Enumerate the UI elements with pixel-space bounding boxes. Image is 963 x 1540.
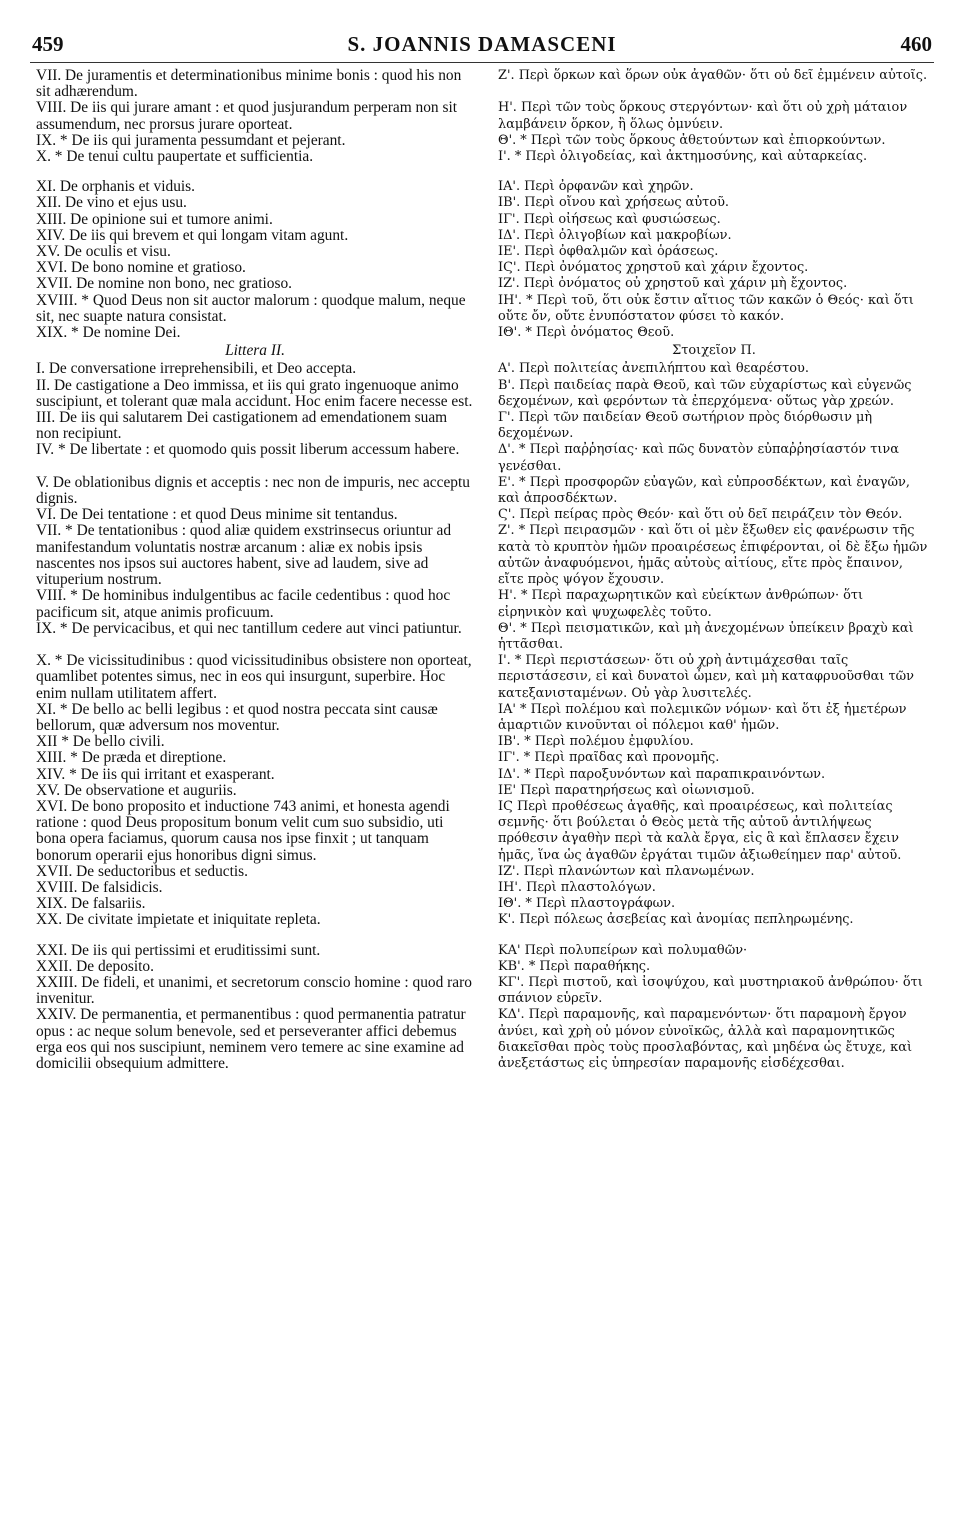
latin-entry: VIII. De iis qui jurare amant : et quod jusjurandum perperam non sit assumendum, nec prorsus jurare oporteat. (36, 99, 457, 133)
latin-entry: X. * De tenui cultu paupertate et sufficientia. (36, 148, 314, 166)
greek-entry: ΙΔ'. * Περὶ παροξυνόντων καὶ παραπικραινόντων. (498, 766, 826, 782)
greek-entry: ΙΑ' * Περὶ πολέμου καὶ πολεμικῶν νόμων· καὶ ὅτι ἐξ ἡμετέρων ἁμαρτιῶν κινοῦνται οἱ πόλεμοι καθ' ἡμῶν. (498, 701, 907, 733)
greek-column (498, 68, 930, 1072)
latin-gap (36, 929, 474, 943)
greek-entry: ΙΘ'. * Περὶ ὀνόματος Θεοῦ. (498, 325, 675, 341)
latin-entry: XXII. De deposito. (36, 957, 154, 975)
latin-entry: XV. De observatione et auguriis. (36, 781, 237, 799)
latin-entry: XVII. De nomine non bono, nec gratioso. (36, 275, 293, 293)
latin-entry: XIX. De falsariis. (36, 895, 146, 913)
latin-entry: XI. * De bello ac belli legibus : et quod nostra peccata sint causæ bellorum, quæ adversum nos moventur. (36, 700, 438, 734)
running-title: S. JOANNIS DAMASCENI (347, 32, 617, 56)
latin-entry: XIX. * De nomine Dei. (36, 324, 181, 342)
page-header (32, 32, 932, 60)
latin-entry: XX. De civitate impietate et iniquitate repleta. (36, 911, 321, 929)
header-rule (30, 62, 934, 63)
latin-entry: XII * De bello civili. (36, 733, 165, 751)
greek-entry: ΙΗ'. Περὶ πλαστολόγων. (498, 879, 656, 895)
page-number-left: 459 (32, 32, 64, 56)
latin-entry: XVII. De seductoribus et seductis. (36, 862, 248, 880)
greek-section-heading: Στοιχεῖον Π. (672, 343, 756, 359)
greek-entry: Δ'. * Περὶ παῤῥησίας· καὶ πῶς δυνατὸν εὐπαῤῥησίαστόν τινα γενέσθαι. (498, 442, 899, 474)
latin-entry: XVIII. * Quod Deus non sit auctor malorum : quodque malum, neque sit, nec suapte natura consistat. (36, 291, 466, 325)
latin-entry: IX. * De pervicacibus, et qui nec tantillum cedere aut vinci patiuntur. (36, 619, 462, 637)
greek-entry: Ι'. * Περὶ περιστάσεων· ὅτι οὐ χρὴ ἀντιμάχεσθαι ταῖς περιστάσεσιν, εἰ καὶ δυνατοὶ ὦμεν, καὶ μὴ καταφρυοῦσθαι τῶν κατεξανισταμένων. Οὐ γὰρ λυσιτελές. (498, 653, 914, 701)
latin-entry: IV. * De libertate : et quomodo quis possit liberum accessum habere. (36, 441, 460, 459)
latin-entry: IX. * De iis qui juramenta pessumdant et pejerant. (36, 131, 346, 149)
latin-entry: XIV. * De iis qui irritant et exasperant. (36, 765, 275, 783)
greek-entry: Η'. Περὶ τῶν τοὺς ὅρκους στεργόντων· καὶ ὅτι οὐ χρὴ μάταιον λαμβάνειν ὅρκον, ἢ ὅλως ὀμνύειν. (498, 100, 908, 132)
greek-entry: Ζ'. Περὶ ὅρκων καὶ ὅρων οὐκ ἀγαθῶν· ὅτι οὐ δεῖ ἐμμένειν αὐτοῖς. (498, 68, 928, 83)
greek-entry: Θ'. * Περὶ τῶν τοὺς ὅρκους ἀθετούντων καὶ ἐπιορκούντων. (498, 132, 886, 148)
greek-entry: ΙΘ'. * Περὶ πλαστογράφων. (498, 896, 676, 912)
greek-entry: ΙΖ'. Περὶ ὀνόματος οὐ χρηστοῦ καὶ χάριν μὴ ἔχοντος. (498, 276, 848, 292)
greek-entry: ΚΓ'. Περὶ πιστοῦ, καὶ ἰσοψύχου, καὶ μυστηριακοῦ ἀνθρώπου· ὅτι σπάνιον εὑρεῖν. (498, 974, 923, 1007)
greek-entry: ΙΑ'. Περὶ ὀρφανῶν καὶ χηρῶν. (498, 179, 694, 195)
greek-entry: ΙΗ'. * Περὶ τοῦ, ὅτι οὐκ ἔστιν αἴτιος τῶν κακῶν ὁ Θεός· καὶ ὅτι οὔτε ὄν, οὔτε ἐνυπόστατον φύσει τὸ κακόν. (498, 292, 914, 324)
latin-gap (36, 165, 474, 179)
greek-entry: Η'. * Περὶ παραχωρητικῶν καὶ εὐείκτων ἀνθρώπων· ὅτι εἰρηνικὸν καὶ ψυχωφελὲς τοῦτο. (498, 588, 864, 620)
latin-entry: XIII. * De præda et direptione. (36, 749, 227, 767)
greek-entry: ΙΓ'. Περὶ οἰήσεως καὶ φυσιώσεως. (498, 211, 721, 227)
latin-entry: XI. De orphanis et viduis. (36, 178, 196, 196)
latin-entry: XIV. De iis qui brevem et qui longam vitam agunt. (36, 226, 349, 244)
greek-entry: Α'. Περὶ πολιτείας ἀνεπιλήπτου καὶ θεαρέστου. (498, 361, 809, 377)
greek-entry: ΙΒ'. * Περὶ πολέμου ἐμφυλίου. (498, 734, 694, 750)
latin-column (36, 68, 474, 1072)
latin-section-heading: Littera II. (225, 342, 285, 360)
greek-entry: ΙϚ Περὶ προθέσεως ἀγαθῆς, καὶ προαιρέσεως, καὶ πολιτείας σεμνῆς· ὅτι βούλεται ὁ Θεὸς μετὰ τῆς αὐτοῦ ἀντιλήψεως πρόθεσιν ἀγαθὴν περὶ τὰ καλὰ ἔργα, εἰς ἃ καὶ ἔπλασεν ἔχειν ἡμᾶς, ἵνα ὡς ἀγαθῶν ἐργάται τιμῶν ἀξιωθείημεν παρ' αὐτοῦ. (498, 798, 902, 863)
greek-entry: Γ'. Περὶ τῶν παιδείαν Θεοῦ σωτήριον πρὸς διόρθωσιν μὴ δεχομένων. (498, 410, 873, 442)
latin-entry: III. De iis qui salutarem Dei castigationem ad emendationem suam non recipiunt. (36, 409, 448, 443)
greek-entry: ΙϚ'. Περὶ ὀνόματος χρηστοῦ καὶ χάριν ἔχοντος. (498, 260, 809, 276)
latin-entry: VII. De juramentis et determinationibus minime bonis : quod his non sit adhærendum. (36, 67, 462, 101)
latin-entry: XXIII. De fideli, et unanimi, et secretorum conscio homine : quod raro invenitur. (36, 973, 472, 1008)
latin-entry: II. De castigatione a Deo immissa, et iis qui grato ingenuoque animo suscipiunt, et tolerant quæ mala accidunt. Hoc enim facere necesse est. (36, 376, 473, 410)
latin-entry: VIII. * De hominibus indulgentibus ac facile cedentibus : quod hoc pacificum sit, atque animis proficuum. (36, 587, 451, 621)
latin-entry: X. * De vicissitudinibus : quod vicissitudinibus obsistere non oporteat, quamlibet potentes simus, nec in eos qui insurgunt, superbire. Hoc enim nullam utilitatem affert. (36, 652, 472, 702)
greek-entry: Θ'. * Περὶ πεισματικῶν, καὶ μὴ ἀνεχομένων ὑπείκειν βραχὺ καὶ ἡττᾶσθαι. (498, 620, 914, 652)
latin-entry: VII. * De tentationibus : quod aliæ quidem exstrinsecus oriuntur ad manifestandum voluntatis nostræ arcanum : aliæ ex nobis ipsis nascentes nos ipsos sui auctores habent, sive ad laudem, sive ad vituperium nostrum. (36, 522, 452, 589)
greek-entry: Κ'. Περὶ πόλεως ἀσεβείας καὶ ἀνομίας πεπληρωμένης. (498, 912, 854, 928)
greek-entry: ΙΒ'. Περὶ οἴνου καὶ χρήσεως αὐτοῦ. (498, 195, 729, 211)
greek-entry: Β'. Περὶ παιδείας παρὰ Θεοῦ, καὶ τῶν εὐχαρίστως καὶ εὐγενῶς δεχομένων, καὶ φερόντων τὰ ἐπερχόμενα· οὕτως γὰρ χρεών. (498, 377, 912, 409)
greek-entry: Ζ'. * Περὶ πειρασμῶν · καὶ ὅτι οἱ μὲν ἔξωθεν εἰς φανέρωσιν τῆς κατὰ τὸ κρυπτὸν ἡμῶν προαιρέσεως ἐπιφέρονται, οἱ δὲ ἔξω ἡμῶν αὐτῶν ἀναφυόμενοι, ἡμᾶς αὐτοὺς αἰτίους, εἴτε πρὸς ἔπαινον, εἴτε πρὸς ψόγον ἔχουσιν. (498, 523, 928, 588)
greek-entry: ΚΒ'. * Περὶ παραθήκης. (498, 958, 651, 974)
greek-entry: Ϛ'. Περὶ πείρας πρὸς Θεόν· καὶ ὅτι οὐ δεῖ πειράζειν τὸν Θεόν. (498, 507, 903, 523)
page-number-right: 460 (900, 32, 932, 56)
greek-entry: ΙΖ'. Περὶ πλανώντων καὶ πλανωμένων. (498, 863, 755, 879)
latin-entry: XVI. De bono proposito et inductione 743 animi, et honesta agendi ratione : quod Deus propositum bonum velit cum suo subsidio, uti bona opera faciamus, quorum causa nos ipse finxit ; ut tanquam bonorum operarii ejus honoribus digni simus. (36, 797, 450, 864)
latin-entry: XVI. De bono nomine et gratioso. (36, 259, 246, 277)
greek-entry: ΙΕ'. Περὶ ὀφθαλμῶν καὶ ὁράσεως. (498, 244, 719, 260)
greek-entry: ΚΔ'. Περὶ παραμονῆς, καὶ παραμενόντων· ὅτι παραμονὴ ἔργον ἀνύει, καὶ χρὴ οὐ μόνον εὐνοϊκῶς, ἀλλὰ καὶ παραμονητικῶς διακεῖσθαι πρὸς τοὺς προσλαβόντας, καὶ μηδένα ὡς ἔτυχε, καὶ ἀνεξετάστως εἰς ὑπηρεσίαν παραμονῆς εἰσδέχεσθαι. (498, 1007, 912, 1071)
greek-entry: ΙΔ'. Περὶ ὀλιγοβίων καὶ μακροβίων. (498, 227, 732, 243)
greek-entry: ΙΕ' Περὶ παρατηρήσεως καὶ οἰωνισμοῦ. (498, 782, 755, 798)
latin-entry: XIII. De opinione sui et tumore animi. (36, 210, 273, 228)
latin-entry: XXI. De iis qui pertissimi et eruditissimi sunt. (36, 941, 321, 959)
latin-entry: XII. De vino et ejus usu. (36, 194, 187, 212)
latin-entry: XV. De oculis et visu. (36, 243, 171, 261)
latin-entry: V. De oblationibus dignis et acceptis : nec non de impuris, nec acceptu dignis. (36, 473, 470, 508)
latin-entry: I. De conversatione irreprehensibili, et Deo accepta. (36, 360, 357, 378)
greek-entry: Ε'. * Περὶ προσφορῶν εὐαγῶν, καὶ εὐπροσδέκτων, καὶ ἐναγῶν, καὶ ἀπροσδέκτων. (498, 474, 910, 507)
greek-entry: Ι'. * Περὶ ὀλιγοδείας, καὶ ἀκτημοσύνης, καὶ αὐταρκείας. (498, 149, 868, 165)
greek-entry: ΙΓ'. * Περὶ πραῖδας καὶ προνομῆς. (498, 750, 720, 766)
latin-entry: VI. De Dei tentatione : et quod Deus minime sit tentandus. (36, 506, 398, 524)
latin-entry: XXIV. De permanentia, et permanentibus : quod permanentia patratur opus : ac neque solum benevole, sed et perseveranter affici debemus erga eos qui nos suscipiunt, neminem vero temere ac sine examine ad domicilii obsequium admittere. (36, 1006, 466, 1072)
greek-entry: ΚΑ' Περὶ πολυπείρων καὶ πολυμαθῶν· (498, 942, 748, 958)
latin-entry: XVIII. De falsidicis. (36, 878, 163, 896)
